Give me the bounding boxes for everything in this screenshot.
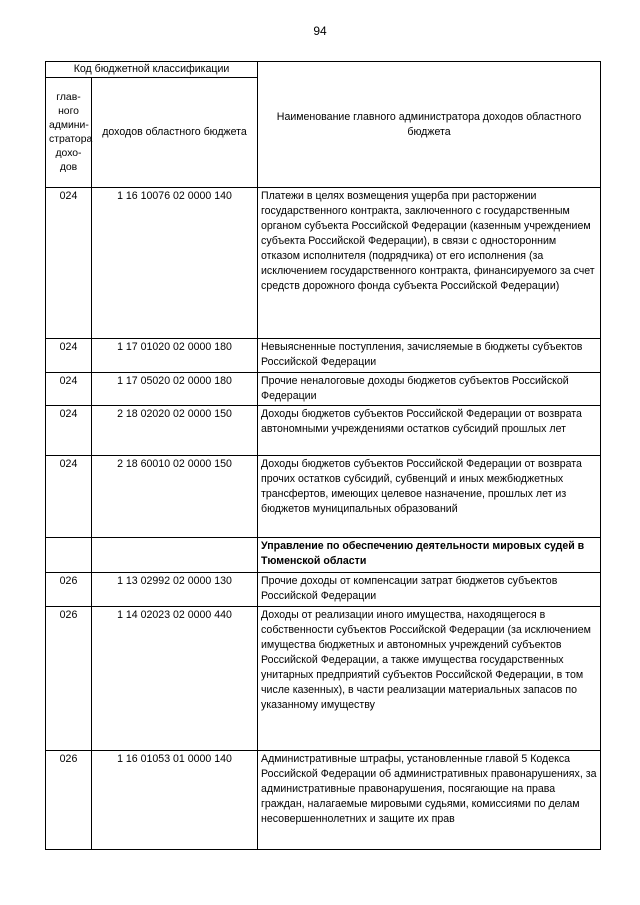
budget-code-cell: 1 17 01020 02 0000 180 (92, 339, 258, 373)
budget-code-cell: 2 18 02020 02 0000 150 (92, 406, 258, 456)
revenue-name-cell: Административные штрафы, установленные главой 5 Кодекса Российской Федерации об административных правонарушениях, за административные правонарушения, посягающие на права граждан, налагаемые мировыми судьями, комиссиями по делам несовершеннолетних и защите их прав (258, 751, 601, 850)
revenue-name-cell: Невыясненные поступления, зачисляемые в бюджеты субъектов Российской Федерации (258, 339, 601, 373)
table-row (46, 573, 601, 607)
revenue-name-cell: Доходы от реализации иного имущества, находящегося в собственности субъектов Российской Федерации (за исключением имущества бюджетных и автономных учреждений субъектов Российской Федерации, а также имущества государственных унитарных предприятий субъектов Российской Федерации, в том числе казенных), в части реализации материальных запасов по указанному имуществу (258, 607, 601, 751)
admin-code-cell: 024 (46, 373, 92, 406)
table-row (46, 607, 601, 751)
budget-code-cell: 1 14 02023 02 0000 440 (92, 607, 258, 751)
table-row (46, 373, 601, 406)
budget-code-cell: 1 17 05020 02 0000 180 (92, 373, 258, 406)
admin-code-cell: 024 (46, 456, 92, 538)
admin-code-cell: 026 (46, 751, 92, 850)
section-heading-row (46, 538, 601, 573)
admin-code-cell: 024 (46, 339, 92, 373)
admin-code-cell (46, 538, 92, 573)
budget-code-cell (92, 538, 258, 573)
header-budget-classification: Код бюджетной классификации (46, 62, 258, 78)
section-heading-cell: Управление по обеспечению деятельности мировых судей в Тюменской области (258, 538, 601, 573)
page-number: 94 (313, 24, 327, 38)
revenue-name-cell: Платежи в целях возмещения ущерба при расторжении государственного контракта, заключенного с государственным органом субъекта Российской Федерации (казенным учреждением субъекта Российской Федерации), в связи с односторонним отказом исполнителя (подрядчика) от его исполнения (за исключением государственного контракта, финансируемого за счет средств дорожного фонда субъекта Российской Федерации) (258, 188, 601, 339)
budget-code-cell: 1 16 10076 02 0000 140 (92, 188, 258, 339)
budget-code-cell: 1 13 02992 02 0000 130 (92, 573, 258, 607)
admin-code-cell: 024 (46, 406, 92, 456)
revenue-name-cell: Прочие неналоговые доходы бюджетов субъектов Российской Федерации (258, 373, 601, 406)
table-header-group-row (46, 62, 601, 78)
admin-code-cell: 026 (46, 607, 92, 751)
table-row (46, 188, 601, 339)
revenue-name-cell: Доходы бюджетов субъектов Российской Федерации от возврата автономными учреждениями остатков субсидий прошлых лет (258, 406, 601, 456)
table-row (46, 456, 601, 538)
admin-code-cell: 026 (46, 573, 92, 607)
budget-code-cell: 2 18 60010 02 0000 150 (92, 456, 258, 538)
admin-code-cell: 024 (46, 188, 92, 339)
revenue-name-cell: Прочие доходы от компенсации затрат бюджетов субъектов Российской Федерации (258, 573, 601, 607)
header-main-administrator: глав-ного админи-стратора дохо-дов (46, 78, 92, 188)
budget-classification-table (45, 61, 601, 850)
budget-code-cell: 1 16 01053 01 0000 140 (92, 751, 258, 850)
table-row (46, 339, 601, 373)
header-revenue-code: доходов областного бюджета (92, 78, 258, 188)
table-row (46, 406, 601, 456)
revenue-name-cell: Доходы бюджетов субъектов Российской Федерации от возврата прочих остатков субсидий, субвенций и иных межбюджетных трансфертов, имеющих целевое назначение, прошлых лет из бюджетов муниципальных образований (258, 456, 601, 538)
table-row (46, 751, 601, 850)
header-administrator-name: Наименование главного администратора доходов областного бюджета (258, 62, 601, 188)
